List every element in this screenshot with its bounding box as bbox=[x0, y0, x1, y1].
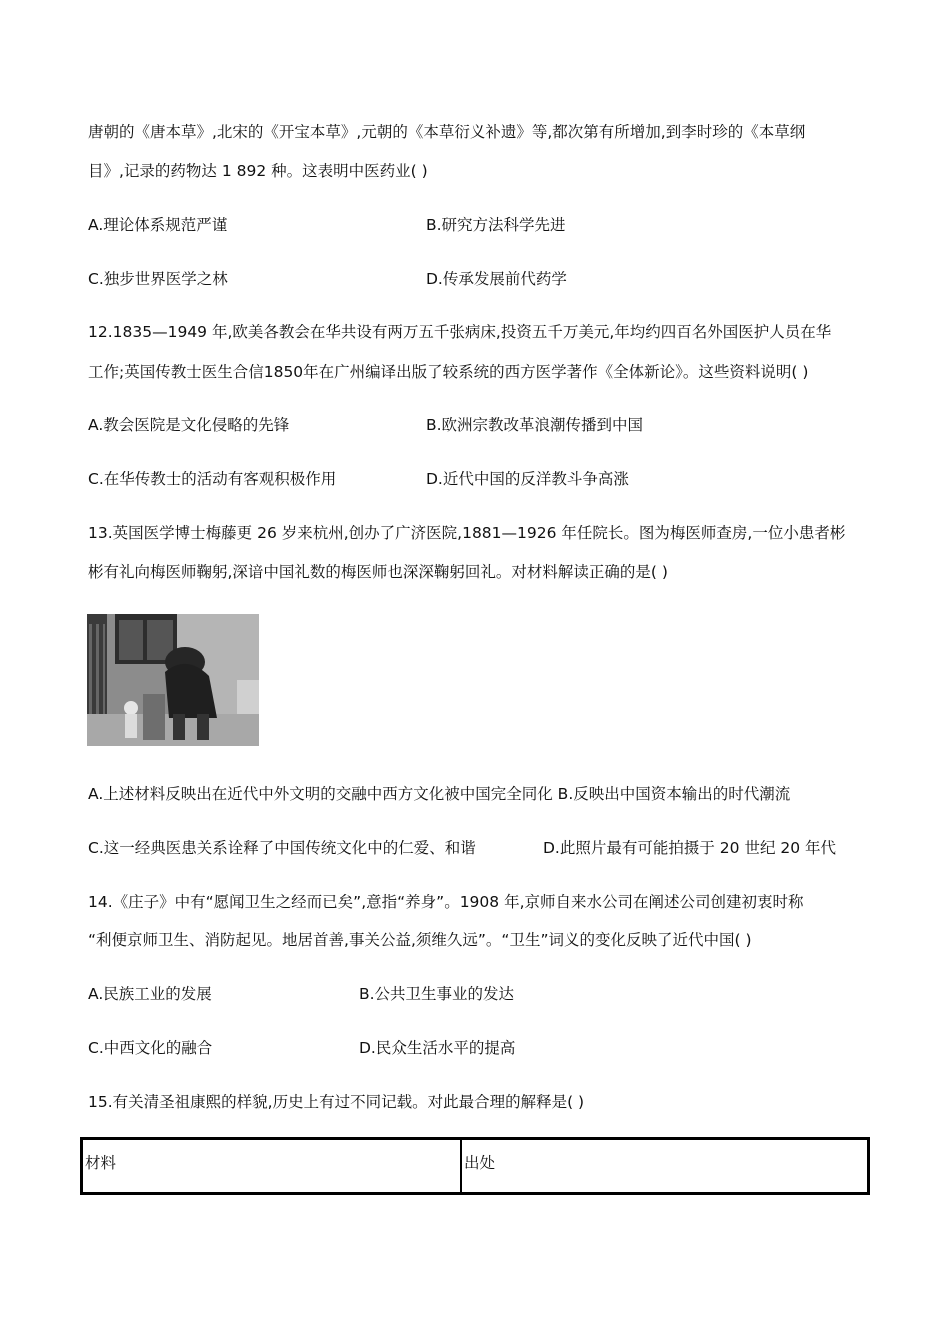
q12-option-d: D.近代中国的反洋教斗争高涨 bbox=[426, 470, 629, 488]
q14-option-c: C.中西文化的融合 bbox=[88, 1039, 213, 1057]
q11-stem-line2: 目》,记录的药物达 1 892 种。这表明中医药业( ) bbox=[88, 162, 428, 180]
q15-table bbox=[80, 1137, 870, 1195]
q12-option-a: A.教会医院是文化侵略的先锋 bbox=[88, 416, 290, 434]
q11-stem-line1: 唐朝的《唐本草》,北宋的《开宝本草》,元朝的《本草衍义补遗》等,都次第有所增加,到李时珍的《本草纲 bbox=[88, 123, 806, 141]
q14-stem-line1: 14.《庄子》中有“愿闻卫生之经而已矣”,意指“养身”。1908 年,京师自来水公司在阐述公司创建初衷时称 bbox=[88, 893, 804, 911]
q13-option-d: D.此照片最有可能拍摄于 20 世纪 20 年代 bbox=[543, 839, 837, 857]
q11-option-b: B.研究方法科学先进 bbox=[426, 216, 566, 234]
q12-stem-line2: 工作;英国传教士医生合信1850年在广州编译出版了较系统的西方医学著作《全体新论》。这些资料说明( ) bbox=[88, 363, 809, 381]
q15-table-header-material: 材料 bbox=[83, 1140, 462, 1192]
q11-option-d: D.传承发展前代药学 bbox=[426, 270, 567, 288]
q12-option-b: B.欧洲宗教改革浪潮传播到中国 bbox=[426, 416, 644, 434]
q12-option-c: C.在华传教士的活动有客观积极作用 bbox=[88, 470, 337, 488]
q11-option-a: A.理论体系规范严谨 bbox=[88, 216, 228, 234]
q13-stem-line2: 彬有礼向梅医师鞠躬,深谙中国礼数的梅医师也深深鞠躬回礼。对材料解读正确的是( ) bbox=[88, 563, 668, 581]
q12-stem-line1: 12.1835—1949 年,欧美各教会在华共设有两万五千张病床,投资五千万美元,年均约四百名外国医护人员在华 bbox=[88, 323, 832, 341]
q13-option-ab: A.上述材料反映出在近代中外文明的交融中西方文化被中国完全同化 B.反映出中国资本输出的时代潮流 bbox=[88, 785, 791, 803]
q15-stem-line1: 15.有关清圣祖康熙的样貌,历史上有过不同记载。对此最合理的解释是( ) bbox=[88, 1093, 585, 1111]
q14-option-b: B.公共卫生事业的发达 bbox=[359, 985, 515, 1003]
q15-table-header-source: 出处 bbox=[464, 1154, 496, 1172]
q14-stem-line2: “利便京师卫生、消防起见。地居首善,事关公益,须维久远”。“卫生”词义的变化反映了近代中国( ) bbox=[88, 931, 752, 949]
q13-stem-line1: 13.英国医学博士梅藤更 26 岁来杭州,创办了广济医院,1881—1926 年任院长。图为梅医师查房,一位小患者彬 bbox=[88, 524, 846, 542]
q14-option-d: D.民众生活水平的提高 bbox=[359, 1039, 516, 1057]
q13-option-c: C.这一经典医患关系诠释了中国传统文化中的仁爱、和谐 bbox=[88, 839, 476, 857]
q14-option-a: A.民族工业的发展 bbox=[88, 985, 212, 1003]
q11-option-c: C.独步世界医学之林 bbox=[88, 270, 228, 288]
q13-photo-doctor-bowing bbox=[87, 614, 259, 746]
